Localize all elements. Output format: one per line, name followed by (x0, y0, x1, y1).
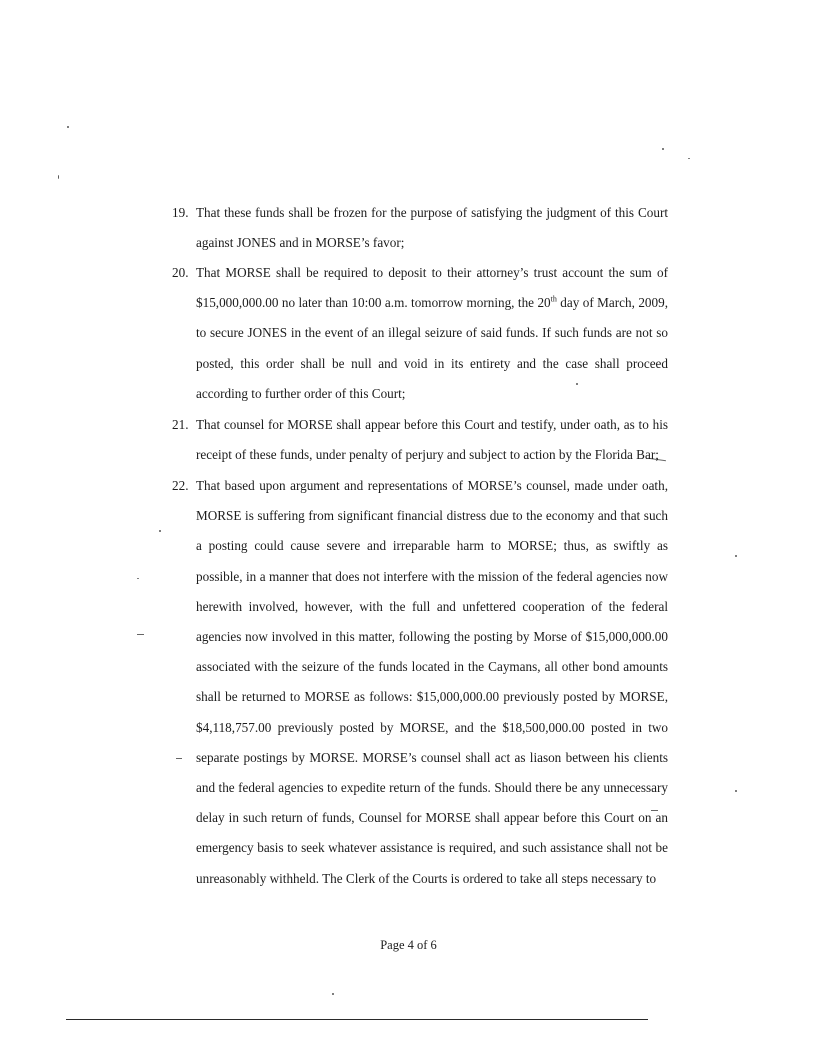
list-item-20 (172, 258, 668, 409)
item-text-part: day of March, 2009, to secure JONES in the event of an illegal seizure of said funds. If such funds are not so posted, this order shall be null and void in its entirety and the case shall proceed according to further order of this Court; (196, 295, 668, 401)
scan-speck (67, 126, 69, 128)
ordinal-suffix: th (550, 294, 557, 304)
page-number: Page 4 of 6 (380, 938, 437, 952)
scan-speck (137, 578, 139, 579)
item-number: 20. (172, 265, 189, 280)
scan-speck (662, 148, 664, 150)
item-text (196, 258, 668, 409)
list-item-21 (172, 410, 668, 470)
list-item-19 (172, 198, 668, 258)
scan-speck (58, 175, 59, 179)
bottom-rule (66, 1019, 648, 1020)
scan-speck (735, 790, 737, 792)
item-number: 21. (172, 417, 189, 432)
scan-speck (735, 555, 737, 557)
item-number: 22. (172, 478, 189, 493)
item-text-part: That MORSE shall be required to deposit to their attorney’s trust account the sum of $15,000,000.00 no later than 10:00 a.m. tomorrow morning, the 20 (196, 265, 668, 311)
scan-speck (159, 530, 161, 532)
item-text: That based upon argument and representations of MORSE’s counsel, made under oath, MORSE is suffering from significant financial distress due to the economy and that such a posting could cause severe and irreparable harm to MORSE; thus, as swiftly as possible, in a manner that does not interfere with the mission of the federal agencies now herewith involved, however, with the full and unfettered cooperation of the federal agencies now involved in this matter, following the posting by Morse of $15,000,000.00 associated with the seizure of the funds located in the Caymans, all other bond amounts shall be returned to MORSE as follows: $15,000,000.00 previously posted by MORSE, $4,118,757.00 previously posted by MORSE, and the $18,500,000.00 posted in two separate postings by MORSE. MORSE’s counsel shall act as liason between his clients and the federal agencies to expedite return of the funds. Should there be any unnecessary delay in such return of funds, Counsel for MORSE shall appear before this Court on an emergency basis to seek whatever assistance is required, and such assistance shall not be unreasonably withheld. The Clerk of the Courts is ordered to take all steps necessary to (196, 478, 668, 886)
scan-speck (688, 158, 690, 159)
scan-mark (137, 634, 144, 635)
item-text: That these funds shall be frozen for the purpose of satisfying the judgment of this Court against JONES and in MORSE’s favor; (196, 205, 668, 251)
item-text: That counsel for MORSE shall appear before this Court and testify, under oath, as to his receipt of these funds, under penalty of perjury and subject to action by the Florida Bar; (196, 417, 668, 463)
scan-speck (332, 993, 334, 995)
list-item-22 (172, 471, 668, 894)
item-number: 19. (172, 205, 189, 220)
